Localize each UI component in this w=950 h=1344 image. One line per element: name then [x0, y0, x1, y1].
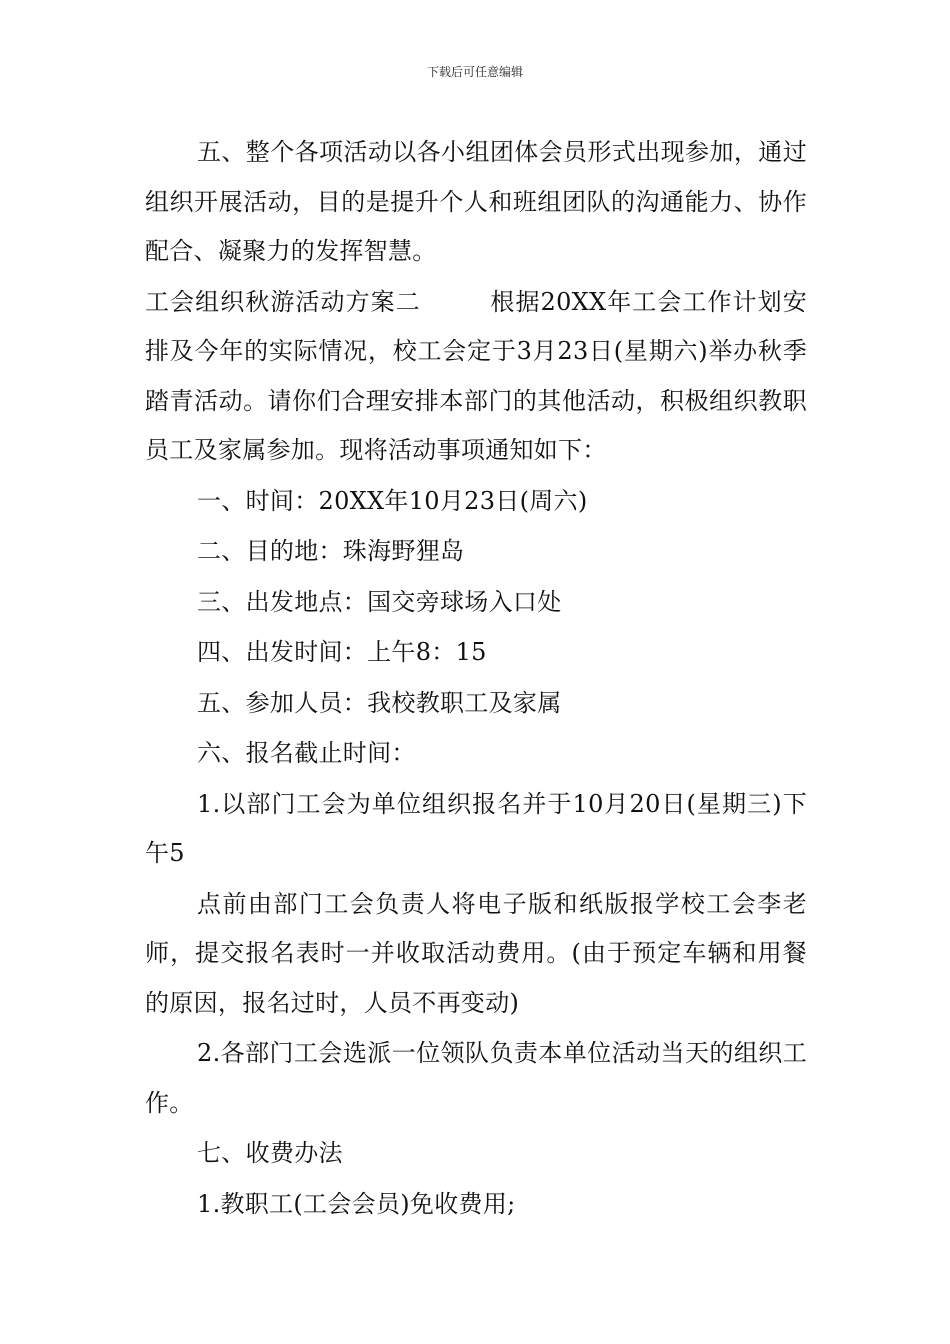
paragraph-destination: 二、目的地：珠海野狸岛	[197, 537, 465, 565]
paragraph-deadline-heading: 六、报名截止时间：	[197, 739, 416, 767]
paragraph-fees-item-1: 1.教职工(工会会员)免收费用;	[197, 1189, 516, 1218]
paragraph-deadline-item-1: 1.以部门工会为单位组织报名并于10月20日(星期三)下午5	[145, 789, 807, 867]
paragraph-plan-two-intro: 工会组织秋游活动方案二 根据20XX年工会工作计划安排及今年的实际情况，校工会定于3月23日(星期六)举办秋季踏青活动。请你们合理安排本部门的其他活动，积极组织教职员工及家属参加。现将活动事项通知如下：	[145, 287, 807, 464]
paragraph-departure-time: 四、出发时间：上午8：15	[197, 638, 487, 666]
paragraph-participants: 五、参加人员：我校教职工及家属	[197, 688, 562, 717]
paragraph-departure-place: 三、出发地点：国交旁球场入口处	[197, 587, 562, 616]
paragraph-deadline-item-1-cont: 点前由部门工会负责人将电子版和纸版报学校工会李老师，提交报名表时一并收取活动费用。(由于预定车辆和用餐的原因，报名过时，人员不再变动)	[145, 889, 807, 1017]
document-body	[145, 128, 807, 1230]
paragraph-activity-purpose: 五、整个各项活动以各小组团体会员形式出现参加，通过组织开展活动，目的是提升个人和班组团队的沟通能力、协作配合、凝聚力的发挥智慧。	[145, 138, 807, 265]
paragraph-deadline-item-2: 2.各部门工会选派一位领队负责本单位活动当天的组织工作。	[145, 1039, 807, 1117]
page-header-note: 下载后可任意编辑	[426, 65, 523, 79]
paragraph-fees-heading: 七、收费办法	[197, 1139, 343, 1167]
paragraph-time: 一、时间：20XX年10月23日(周六)	[197, 486, 588, 515]
